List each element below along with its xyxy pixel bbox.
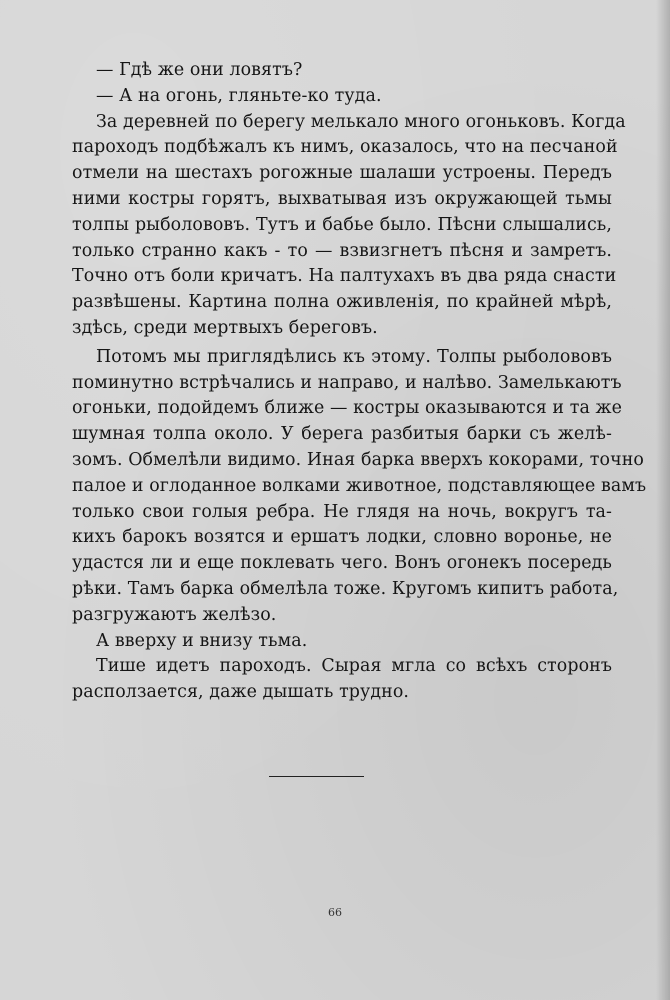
text-line: Точно отъ боли кричатъ. На палтухахъ въ два ряда снасти bbox=[72, 266, 617, 287]
text-line: развѣшены. Картина полна оживленія, по крайней мѣрѣ, bbox=[72, 292, 612, 313]
text-line: Тише идетъ пароходъ. Сырая мгла со всѣхъ сторонъ bbox=[96, 656, 612, 677]
text-line: ними костры горятъ, выхватывая изъ окружающей тьмы bbox=[72, 188, 612, 209]
text-line: поминутно встрѣчались и направо, и налѣво. Замелькаютъ bbox=[72, 372, 622, 393]
text-line: толпы рыболововъ. Тутъ и бабье было. Пѣсни слышались, bbox=[72, 214, 612, 235]
text-line: рѣки. Тамъ барка обмелѣла тоже. Кругомъ кипитъ работа, bbox=[72, 578, 619, 599]
text-line: только свои голыя ребра. Не глядя на ночь, вокругъ та- bbox=[72, 501, 612, 522]
text-line: Потомъ мы приглядѣлись къ этому. Толпы рыболововъ bbox=[96, 346, 612, 367]
page-edge-shadow bbox=[656, 0, 670, 1000]
text-line: огоньки, подойдемъ ближе — костры оказываются и та же bbox=[72, 398, 623, 419]
text-line: расползается, даже дышать трудно. bbox=[72, 682, 410, 703]
text-line: шумная толпа около. У берега разбитыя барки съ желѣ- bbox=[72, 424, 612, 445]
text-line: палое и оглоданное волками животное, подставляющее вамъ bbox=[72, 475, 647, 496]
text-line: здѣсь, среди мертвыхъ береговъ. bbox=[72, 317, 378, 338]
section-divider bbox=[269, 776, 364, 777]
text-line: кихъ барокъ возятся и ершатъ лодки, словно воронье, не bbox=[72, 527, 612, 548]
text-line: разгружаютъ желѣзо. bbox=[72, 604, 277, 625]
text-line: — Гдѣ же они ловятъ? bbox=[96, 60, 303, 80]
text-line: зомъ. Обмелѣли видимо. Иная барка вверхъ кокорами, точно bbox=[72, 449, 644, 470]
text-line: — А на огонь, гляньте-ко туда. bbox=[96, 85, 382, 106]
body-text bbox=[72, 58, 647, 706]
text-line: отмели на шестахъ рогожные шалаши устроены. Передъ bbox=[72, 163, 612, 184]
text-line: только странно какъ - то — взвизгнетъ пѣсня и замретъ. bbox=[72, 240, 612, 261]
text-line: А вверху и внизу тьма. bbox=[96, 630, 308, 651]
page-number: 66 bbox=[328, 906, 342, 919]
text-line: пароходъ подбѣжалъ къ нимъ, оказалось, что на песчаной bbox=[72, 137, 618, 158]
text-line: За деревней по берегу мелькало много огоньковъ. Когда bbox=[96, 111, 626, 132]
text-line: удастся ли и еще поклевать чего. Вонъ огонекъ посередь bbox=[72, 553, 612, 574]
